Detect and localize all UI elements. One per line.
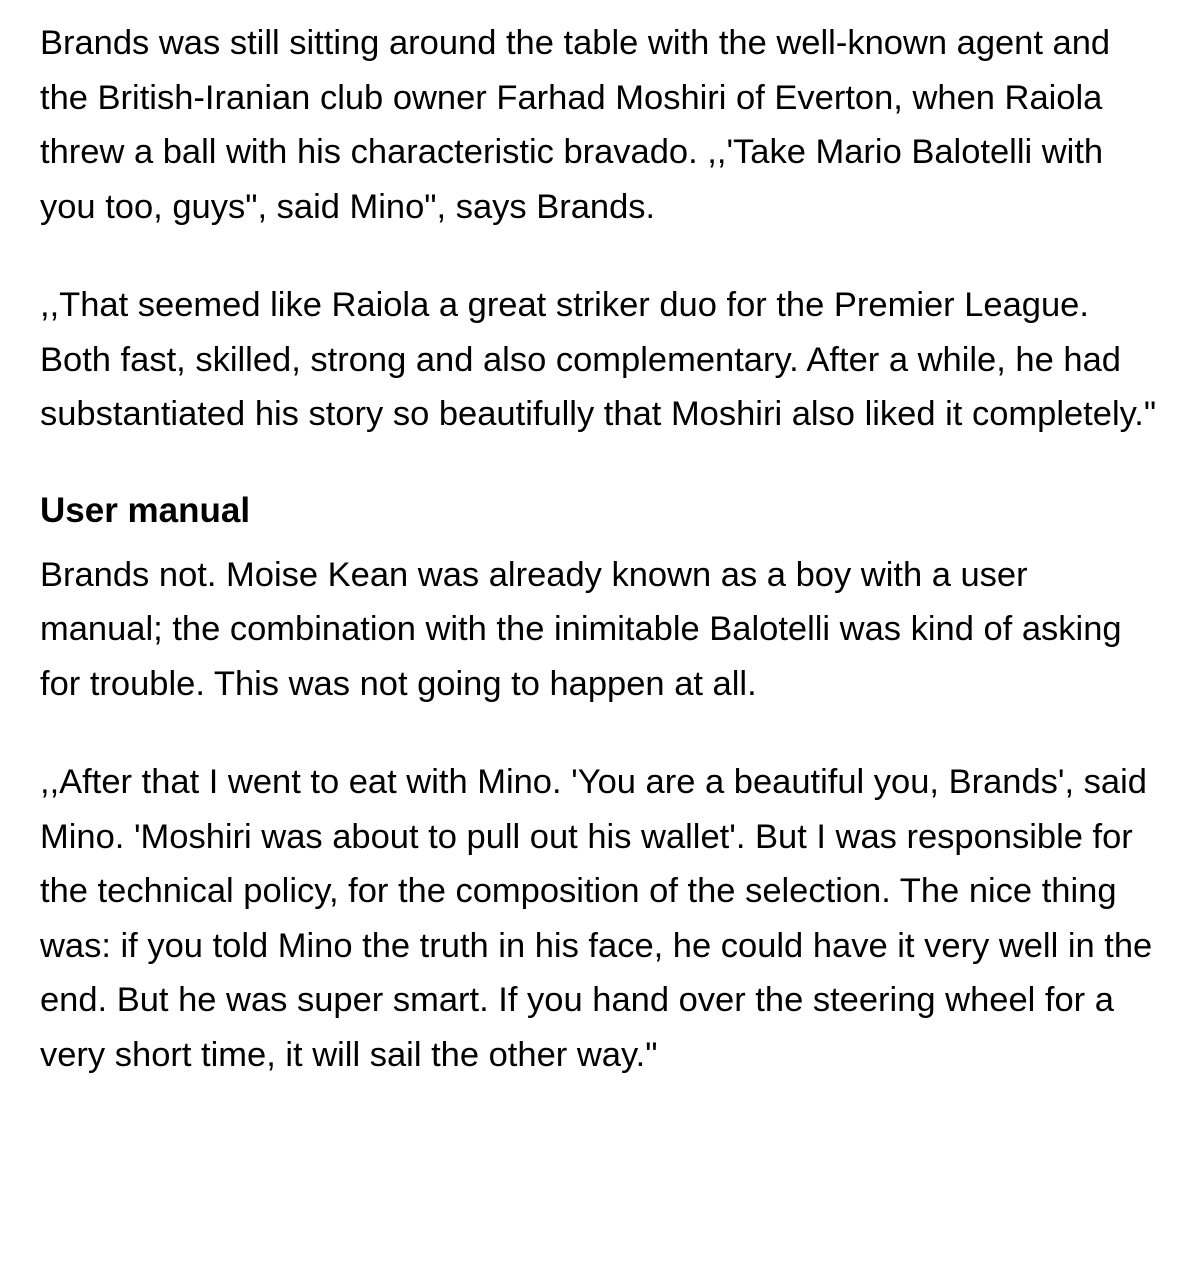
article-paragraph-4: ,,After that I went to eat with Mino. 'You are a beautiful you, Brands', said Mino. 'Moshiri was about to pull out his wallet'. But I was responsible for the technical policy, for the composition of the selection. The nice thing was: if you told Mino the truth in his face, he could have it very well in the end. But he was super smart. If you hand over the steering wheel for a very short time, it will sail the other way."	[40, 763, 1153, 1074]
section-heading: User manual	[40, 490, 251, 530]
article-paragraph-2: ,,That seemed like Raiola a great striker duo for the Premier League. Both fast, skilled, strong and also complementary. After a while, he had substantiated his story so beautifully that Moshiri also liked it completely."	[40, 286, 1157, 433]
article-paragraph-3: Brands not. Moise Kean was already known as a boy with a user manual; the combination with the inimitable Balotelli was kind of asking for trouble. This was not going to happen at all.	[40, 555, 1122, 703]
article-paragraph-1: Brands was still sitting around the table with the well-known agent and the British-Iranian club owner Farhad Moshiri of Everton, when Raiola threw a ball with his characteristic bravado. ,,'Take Mario Balotelli with you too, guys", said Mino", says Brands.	[40, 24, 1111, 226]
